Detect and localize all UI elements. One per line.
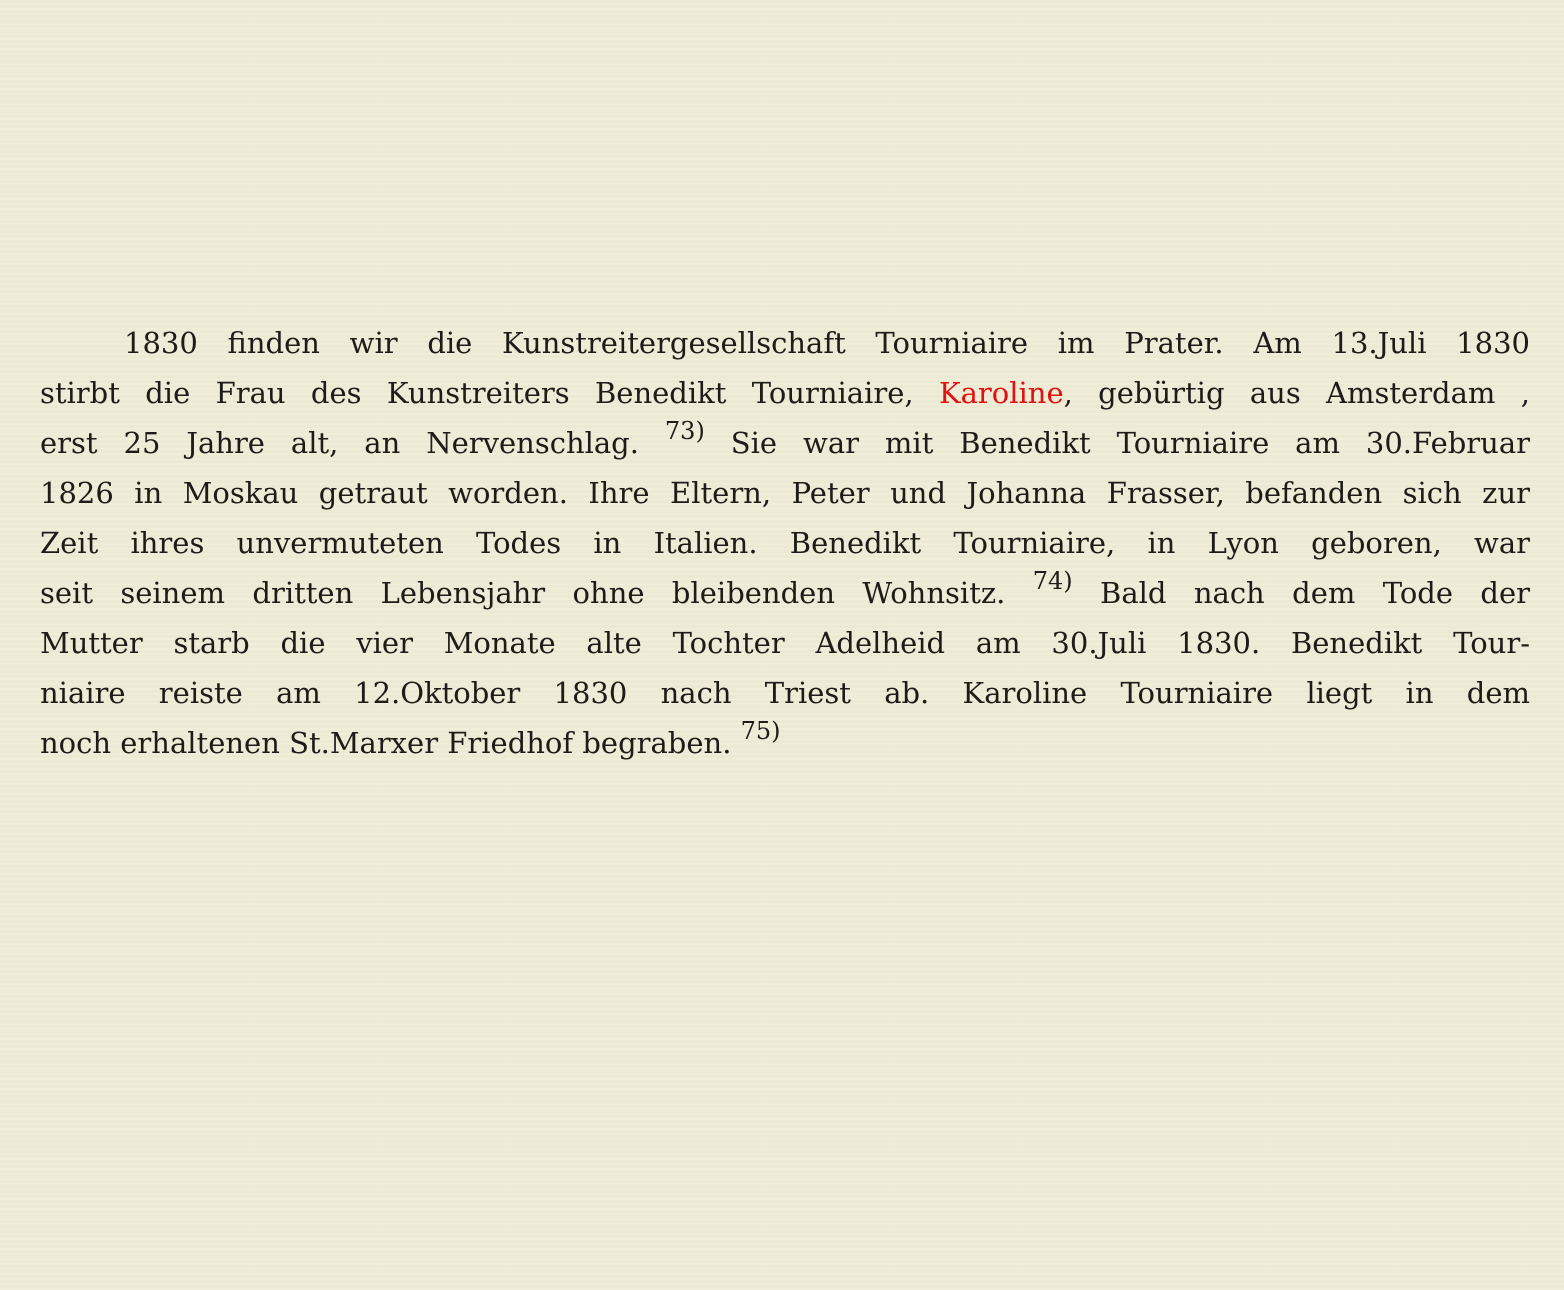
text-line <box>40 568 1530 618</box>
body-paragraph <box>40 318 1530 768</box>
text-line <box>40 368 1530 418</box>
line-text: niaire reiste am 12.Oktober 1830 nach Triest ab. Karoline Tourniaire liegt in dem <box>40 676 1530 710</box>
text-line <box>40 418 1530 468</box>
footnote-marker: 74) <box>1032 567 1073 595</box>
line-text: noch erhaltenen St.Marxer Friedhof begraben. <box>40 726 741 760</box>
line-text: 1826 in Moskau getraut worden. Ihre Eltern, Peter und Johanna Frasser, befanden sich zur <box>40 476 1530 510</box>
text-line <box>40 318 1530 368</box>
line-text: Sie war mit Benedikt Tourniaire am 30.Februar <box>704 426 1530 460</box>
line-text: seit seinem dritten Lebensjahr ohne bleibenden Wohnsitz. <box>40 576 1033 610</box>
line-text: 1830 finden wir die Kunstreitergesellschaft Tourniaire im Prater. Am 13.Juli 1830 <box>124 326 1530 360</box>
highlighted-name: Karoline <box>938 376 1064 410</box>
text-line <box>40 668 1530 718</box>
line-text: Mutter starb die vier Monate alte Tochter Adelheid am 30.Juli 1830. Benedikt Tour- <box>40 626 1530 660</box>
line-text: stirbt die Frau des Kunstreiters Benedikt Tourniaire, <box>40 376 939 410</box>
footnote-marker: 75) <box>740 717 781 745</box>
text-line <box>40 518 1530 568</box>
line-text: erst 25 Jahre alt, an Nervenschlag. <box>40 426 665 460</box>
text-line <box>40 468 1530 518</box>
line-text: , gebürtig aus Amsterdam , <box>1063 376 1530 410</box>
footnote-marker: 73) <box>664 417 705 445</box>
line-text: Bald nach dem Tode der <box>1072 576 1530 610</box>
line-text: Zeit ihres unvermuteten Todes in Italien. Benedikt Tourniaire, in Lyon geboren, war <box>40 526 1530 560</box>
text-line <box>40 718 1530 768</box>
text-line <box>40 618 1530 668</box>
